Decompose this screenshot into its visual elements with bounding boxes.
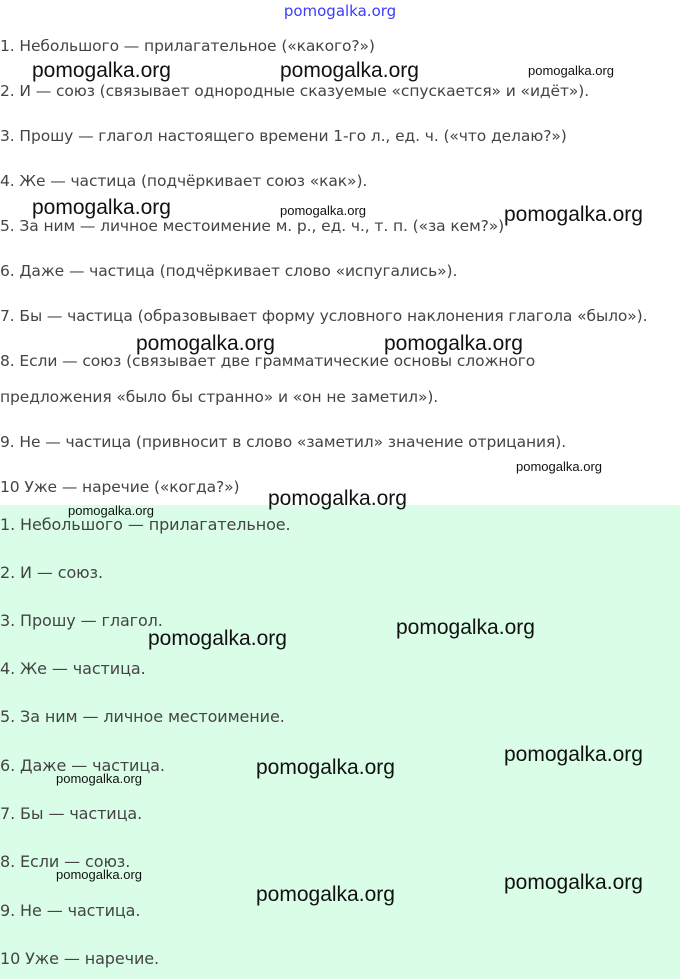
watermark: pomogalka.org bbox=[32, 59, 171, 82]
analysis-line-7: 7. Бы — частица (образовывает форму условного наклонения глагола «было»). bbox=[0, 307, 648, 325]
answer-line-8: 8. Если — союз. bbox=[0, 852, 131, 871]
analysis-line-4: 4. Же — частица (подчёркивает союз «как»). bbox=[0, 172, 368, 190]
analysis-line-2: 2. И — союз (связывает однородные сказуемые «спускается» и «идёт»). bbox=[0, 82, 590, 100]
watermark: pomogalka.org bbox=[32, 196, 171, 219]
answer-line-3: 3. Прошу — глагол. bbox=[0, 611, 163, 630]
watermark: pomogalka.org bbox=[396, 616, 535, 639]
watermark: pomogalka.org bbox=[504, 203, 643, 226]
watermark: pomogalka.org bbox=[280, 203, 366, 218]
answer-line-5: 5. За ним — личное местоимение. bbox=[0, 707, 285, 726]
analysis-line-10: 10 Уже — наречие («когда?») bbox=[0, 478, 240, 496]
watermark: pomogalka.org bbox=[68, 503, 154, 518]
analysis-line-5: 5. За ним — личное местоимение м. р., ед. ч., т. п. («за кем?») bbox=[0, 217, 505, 235]
answer-line-7: 7. Бы — частица. bbox=[0, 804, 143, 823]
watermark: pomogalka.org bbox=[136, 332, 275, 355]
answer-line-2: 2. И — союз. bbox=[0, 563, 103, 582]
watermark: pomogalka.org bbox=[56, 771, 142, 786]
watermark: pomogalka.org bbox=[280, 59, 419, 82]
analysis-line-8: 8. Если — союз (связывает две грамматические основы сложного bbox=[0, 352, 536, 370]
watermark: pomogalka.org bbox=[516, 459, 602, 474]
site-header-link[interactable]: pomogalka.org bbox=[283, 2, 397, 20]
watermark: pomogalka.org bbox=[528, 63, 614, 78]
watermark: pomogalka.org bbox=[256, 756, 395, 779]
watermark: pomogalka.org bbox=[148, 627, 287, 650]
answer-line-4: 4. Же — частица. bbox=[0, 659, 146, 678]
analysis-line-8-continued: предложения «было бы странно» и «он не заметил»). bbox=[0, 388, 439, 406]
answer-line-9: 9. Не — частица. bbox=[0, 901, 141, 920]
watermark: pomogalka.org bbox=[504, 871, 643, 894]
watermark: pomogalka.org bbox=[384, 332, 523, 355]
watermark: pomogalka.org bbox=[256, 883, 395, 906]
analysis-line-6: 6. Даже — частица (подчёркивает слово «испугались»). bbox=[0, 262, 458, 280]
analysis-line-1: 1. Небольшого — прилагательное («какого?») bbox=[0, 37, 375, 55]
answer-line-1: 1. Небольшого — прилагательное. bbox=[0, 515, 291, 534]
answer-line-6: 6. Даже — частица. bbox=[0, 756, 165, 775]
watermark: pomogalka.org bbox=[56, 867, 142, 882]
analysis-line-3: 3. Прошу — глагол настоящего времени 1-го л., ед. ч. («что делаю?») bbox=[0, 127, 567, 145]
answer-line-10: 10 Уже — наречие. bbox=[0, 949, 159, 968]
analysis-line-9: 9. Не — частица (привносит в слово «заметил» значение отрицания). bbox=[0, 433, 567, 451]
watermark: pomogalka.org bbox=[504, 743, 643, 766]
watermark: pomogalka.org bbox=[268, 487, 407, 510]
